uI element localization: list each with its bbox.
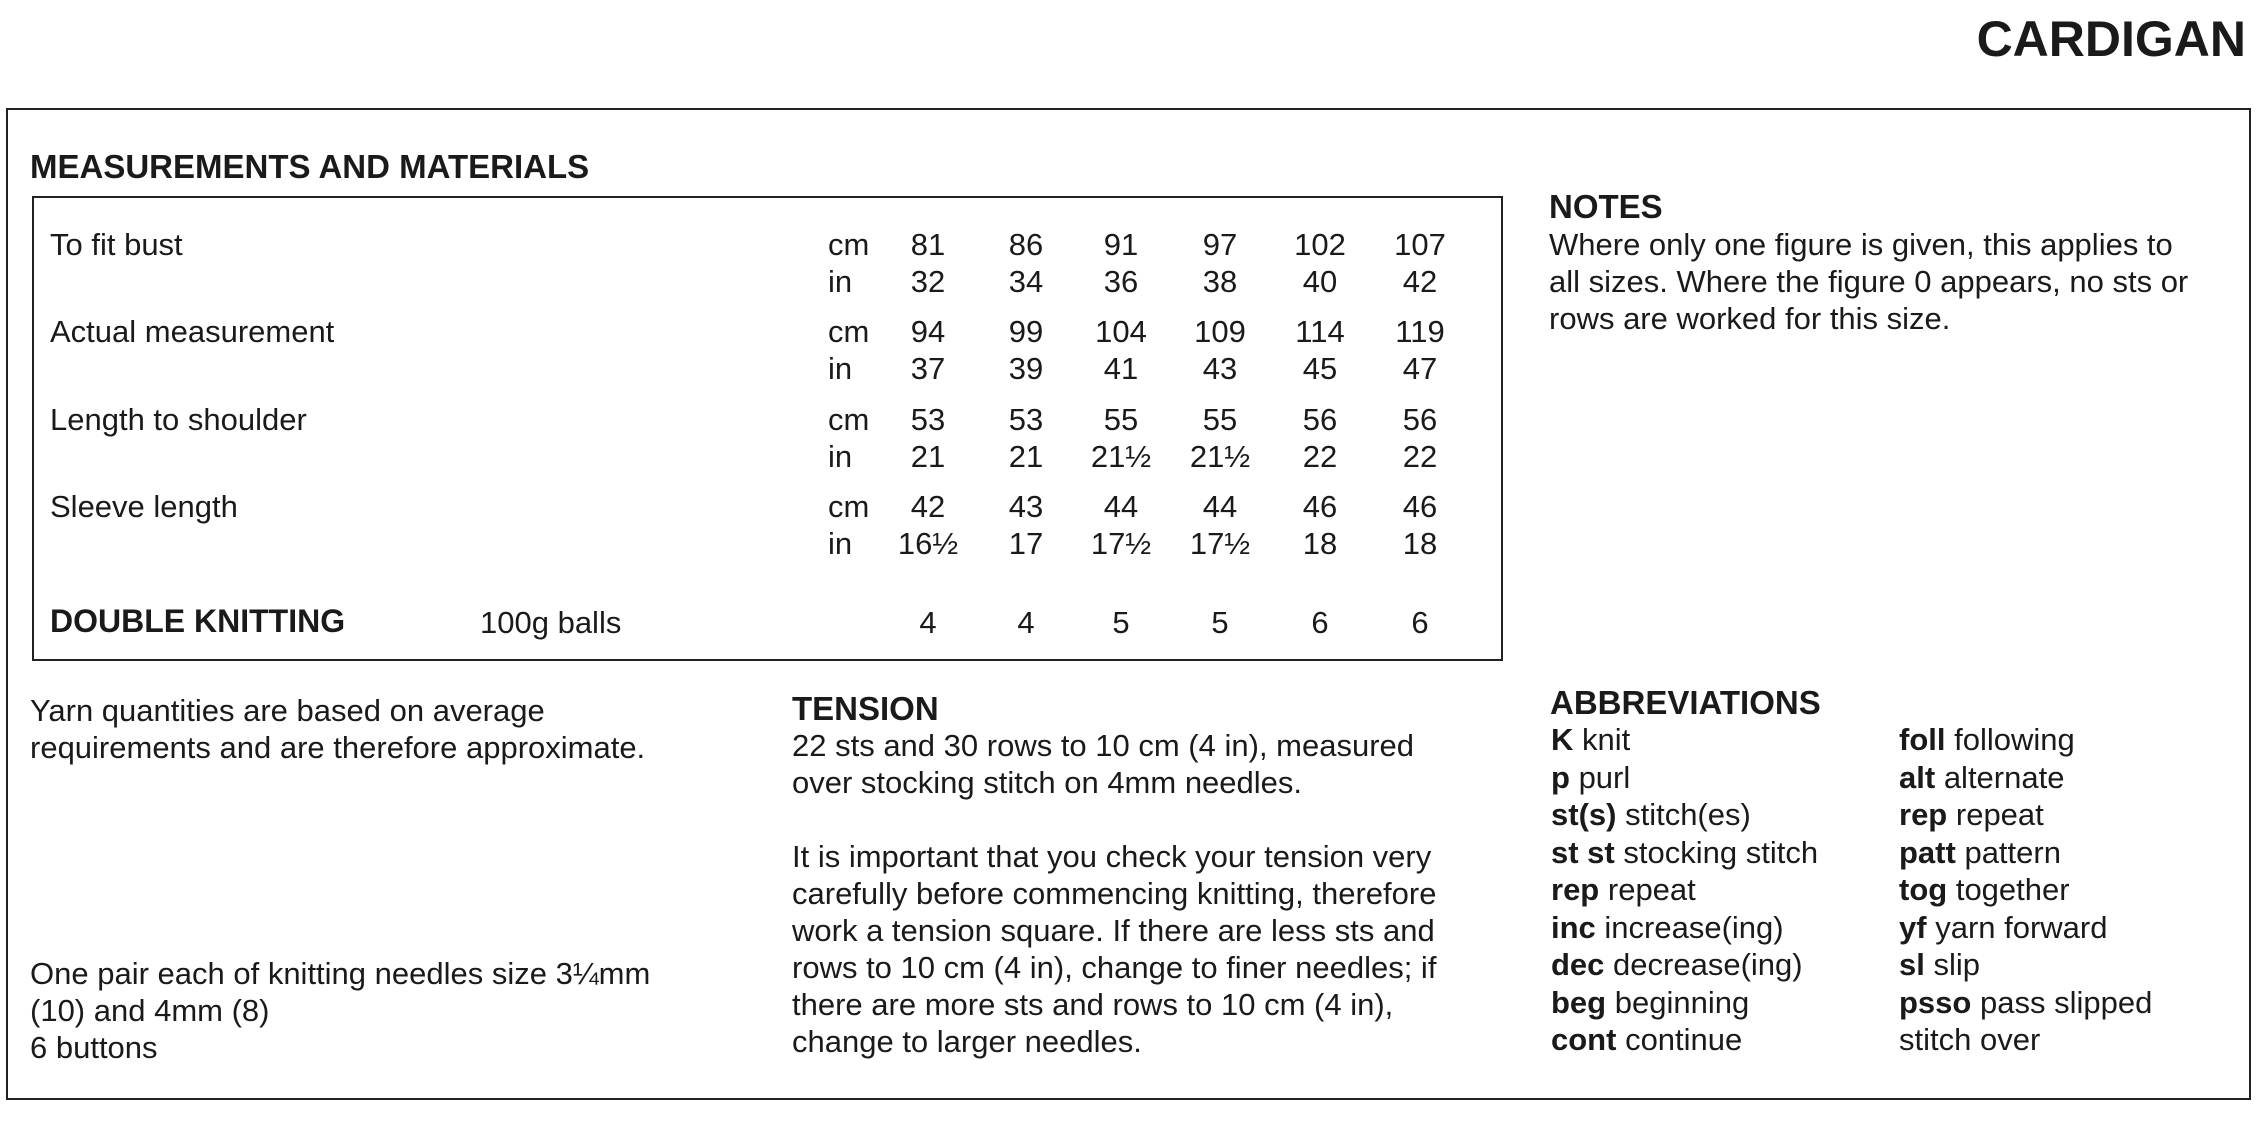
measurement-value-in: 21: [1008, 439, 1044, 474]
abbreviation-term: tog: [1899, 872, 1948, 907]
tension-heading: TENSION: [792, 690, 939, 727]
unit-label-in: in: [828, 264, 853, 299]
abbreviation-term: beg: [1551, 984, 1607, 1020]
abbreviation-item: [1899, 834, 2152, 872]
unit-label-cm: cm: [828, 402, 870, 437]
measurement-value-cm: 46: [1302, 489, 1338, 524]
measurement-value-in: 21½: [1189, 439, 1251, 474]
yarn-quantity: 6: [1311, 605, 1329, 640]
yarn-unit-label: 100g balls: [480, 605, 622, 640]
abbreviation-meaning: repeat: [1955, 797, 2044, 832]
abbreviation-item: [1551, 946, 1818, 984]
tension-line: there are more sts and rows to 10 cm (4 in),: [792, 987, 1394, 1022]
abbreviation-term: psso: [1899, 984, 1972, 1020]
measurement-label: Actual measurement: [50, 314, 335, 349]
measurement-label: To fit bust: [50, 227, 183, 262]
measurement-value-cm: 107: [1394, 227, 1446, 262]
measurement-value-cm: 44: [1103, 489, 1139, 524]
tension-line: 22 sts and 30 rows to 10 cm (4 in), measured: [792, 728, 1415, 763]
abbreviation-item: [1899, 909, 2152, 947]
measurement-value-cm: 46: [1402, 489, 1438, 524]
tension-paragraph-1: [792, 727, 1414, 801]
abbreviation-meaning: knit: [1582, 722, 1631, 757]
measurement-value-in: 22: [1302, 439, 1338, 474]
needles-note: [30, 955, 650, 1066]
measurement-value-in: 32: [910, 264, 946, 299]
measurement-value-in: 34: [1008, 264, 1044, 299]
abbreviation-item: [1899, 721, 2152, 759]
unit-label-cm: cm: [828, 489, 870, 524]
yarn-note-line: Yarn quantities are based on average: [30, 693, 545, 728]
measurement-label: Length to shoulder: [50, 402, 307, 437]
yarn-quantity: 4: [1017, 605, 1035, 640]
measurement-label: Sleeve length: [50, 489, 238, 524]
measurement-value-in: 43: [1202, 351, 1238, 386]
abbreviation-meaning: repeat: [1607, 872, 1696, 907]
measurement-value-in: 41: [1103, 351, 1139, 386]
page-title: CARDIGAN: [1976, 11, 2246, 67]
abbreviation-item: [1899, 871, 2152, 909]
yarn-quantity: 6: [1411, 605, 1429, 640]
abbreviation-term: yf: [1899, 909, 1927, 945]
abbreviation-term: st(s): [1551, 797, 1617, 832]
measurement-value-in: 17½: [1090, 526, 1152, 561]
measurement-value-cm: 53: [1008, 402, 1044, 437]
tension-line: change to larger needles.: [792, 1024, 1142, 1059]
abbreviation-term: patt: [1899, 834, 1956, 870]
yarn-quantity: 5: [1211, 605, 1229, 640]
needles-note-line: (10) and 4mm (8): [30, 993, 270, 1028]
abbreviation-meaning: pattern: [1964, 834, 2061, 870]
measurement-value-in: 47: [1402, 351, 1438, 386]
abbreviation-meaning: stocking stitch: [1623, 834, 1819, 870]
yarn-type-label: DOUBLE KNITTING: [50, 603, 346, 639]
measurement-value-in: 17: [1008, 526, 1044, 561]
abbreviation-meaning: beginning: [1614, 984, 1750, 1020]
tension-line: It is important that you check your tension very: [792, 839, 1432, 874]
yarn-quantity: 4: [919, 605, 937, 640]
unit-label-cm: cm: [828, 314, 870, 349]
measurement-value-cm: 56: [1302, 402, 1338, 437]
measurement-value-in: 36: [1103, 264, 1139, 299]
yarn-note: [30, 692, 645, 766]
abbreviations-column-2: [1899, 721, 2152, 1059]
measurement-value-in: 17½: [1189, 526, 1251, 561]
abbreviation-meaning: yarn forward: [1935, 909, 2108, 945]
measurement-value-cm: 119: [1395, 314, 1445, 349]
notes-line: Where only one figure is given, this applies to: [1549, 227, 2173, 262]
measurement-value-cm: 44: [1202, 489, 1238, 524]
measurement-value-cm: 86: [1008, 227, 1044, 262]
measurement-value-cm: 91: [1103, 227, 1139, 262]
unit-label-cm: cm: [828, 227, 870, 262]
abbreviation-item: [1551, 909, 1818, 947]
unit-label-in: in: [828, 439, 853, 474]
yarn-quantity: 5: [1112, 605, 1130, 640]
abbreviation-term: inc: [1551, 909, 1596, 945]
needles-note-line: 6 buttons: [30, 1030, 158, 1065]
abbreviation-item: [1551, 834, 1818, 872]
measurement-value-in: 38: [1202, 264, 1238, 299]
abbreviation-item: [1899, 1021, 2152, 1059]
abbreviation-meaning: together: [1955, 872, 2070, 907]
tension-line: work a tension square. If there are less sts and: [792, 913, 1435, 948]
measurement-value-cm: 55: [1202, 402, 1238, 437]
abbreviation-item: [1899, 759, 2152, 797]
measurement-value-in: 45: [1302, 351, 1338, 386]
measurement-value-in: 18: [1302, 526, 1338, 561]
measurement-value-in: 22: [1402, 439, 1438, 474]
measurement-value-cm: 102: [1294, 227, 1346, 262]
abbreviation-item: [1551, 796, 1818, 834]
unit-label-in: in: [828, 526, 853, 561]
abbreviation-term: cont: [1551, 1022, 1617, 1057]
abbreviation-meaning: purl: [1578, 759, 1631, 795]
notes-line: all sizes. Where the figure 0 appears, no sts or: [1549, 264, 2189, 299]
abbreviation-term: st st: [1551, 834, 1615, 870]
unit-label-in: in: [828, 351, 853, 386]
notes-heading: NOTES: [1549, 188, 1663, 225]
measurement-value-cm: 81: [910, 227, 946, 262]
measurement-value-cm: 53: [910, 402, 946, 437]
measurement-value-in: 37: [910, 351, 946, 386]
abbreviation-item: [1899, 946, 2152, 984]
measurement-value-in: 21: [910, 439, 946, 474]
abbreviation-meaning: following: [1954, 722, 2075, 757]
abbreviations-column-1: [1551, 721, 1818, 1059]
abbreviation-term: alt: [1899, 759, 1936, 795]
tension-line: carefully before commencing knitting, therefore: [792, 876, 1437, 911]
measurement-value-in: 39: [1008, 351, 1044, 386]
measurement-value-in: 42: [1402, 264, 1438, 299]
abbreviation-term: K: [1551, 722, 1574, 757]
abbreviations-heading: ABBREVIATIONS: [1550, 684, 1821, 721]
measurements-heading: MEASUREMENTS AND MATERIALS: [30, 148, 590, 185]
notes-text: [1549, 226, 2188, 337]
abbreviation-item: [1551, 1021, 1818, 1059]
measurement-value-cm: 104: [1095, 314, 1147, 349]
abbreviation-term: p: [1551, 759, 1570, 795]
tension-line: over stocking stitch on 4mm needles.: [792, 765, 1303, 800]
abbreviation-meaning: slip: [1933, 947, 1980, 982]
measurement-value-in: 21½: [1090, 439, 1152, 474]
abbreviation-item: [1551, 871, 1818, 909]
measurement-value-cm: 99: [1008, 314, 1044, 349]
abbreviation-meaning: stitch(es): [1625, 797, 1751, 832]
abbreviation-item: [1551, 984, 1818, 1022]
tension-paragraph-2: [792, 838, 1436, 1060]
tension-line: rows to 10 cm (4 in), change to finer needles; if: [792, 950, 1437, 985]
measurement-value-cm: 43: [1008, 489, 1044, 524]
measurement-value-cm: 109: [1194, 314, 1246, 349]
measurement-value-cm: 56: [1402, 402, 1438, 437]
abbreviation-item: [1551, 721, 1818, 759]
abbreviation-meaning: decrease(ing): [1613, 947, 1803, 982]
notes-line: rows are worked for this size.: [1549, 301, 1951, 336]
abbreviation-item: [1551, 759, 1818, 797]
measurement-value-in: 40: [1302, 264, 1338, 299]
abbreviation-item: [1899, 984, 2152, 1022]
abbreviation-meaning: stitch over: [1899, 1022, 2041, 1057]
abbreviation-term: sl: [1899, 947, 1925, 982]
needles-note-line: One pair each of knitting needles size 3¼mm: [30, 956, 651, 991]
abbreviation-meaning: continue: [1625, 1022, 1743, 1057]
abbreviation-meaning: alternate: [1943, 759, 2065, 795]
abbreviation-term: dec: [1551, 947, 1605, 982]
abbreviation-meaning: increase(ing): [1604, 909, 1784, 945]
measurement-value-cm: 114: [1295, 314, 1345, 349]
measurement-value-cm: 97: [1202, 227, 1238, 262]
measurement-value-in: 16½: [897, 526, 959, 561]
measurement-value-cm: 94: [910, 314, 946, 349]
abbreviation-term: rep: [1551, 872, 1600, 907]
abbreviation-term: foll: [1899, 722, 1946, 757]
yarn-note-line: requirements and are therefore approximate.: [30, 730, 646, 765]
abbreviation-meaning: pass slipped: [1979, 984, 2153, 1020]
measurement-value-cm: 55: [1103, 402, 1139, 437]
abbreviation-item: [1899, 796, 2152, 834]
abbreviation-term: rep: [1899, 797, 1948, 832]
measurement-value-cm: 42: [910, 489, 946, 524]
measurement-value-in: 18: [1402, 526, 1438, 561]
